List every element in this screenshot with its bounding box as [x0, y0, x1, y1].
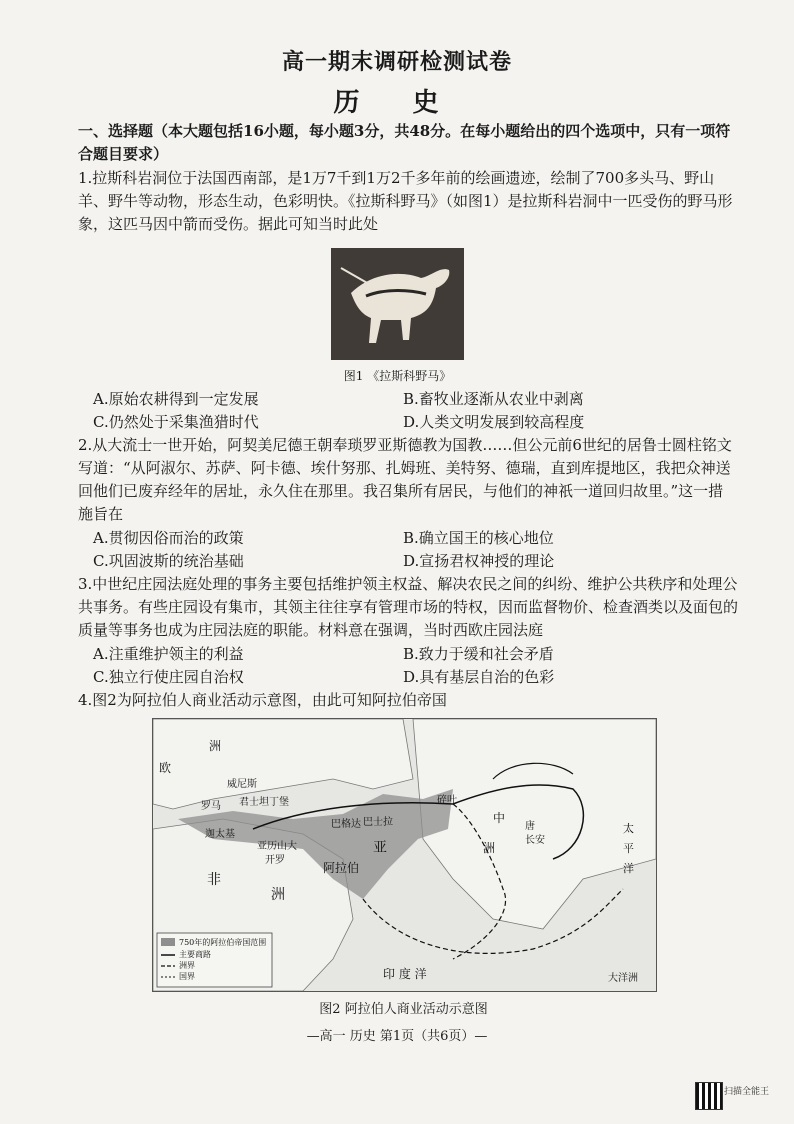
question-2-stem: 2.从大流士一世开始，阿契美尼德王朝奉琐罗亚斯德教为国教……但公元前6世纪的居鲁士圆柱铭文写道：“从阿淑尔、苏萨、阿卡德、埃什努那、扎姆班、美特努、德瑞，直到库提地区，我把众神送回他们已废弃经年的居址，永久住在那里。我召集所有居民，与他们的神祇一道回归故里。”这一措施旨在 [78, 436, 732, 523]
map-label-zhou3: 洲 [483, 841, 496, 855]
question-1-stem: 1.拉斯科岩洞位于法国西南部，是1万7千到1万2千多年前的绘画遗迹，绘制了700多头马、野山羊、野牛等动物，形态生动，色彩明快。《拉斯科野马》（如图1）是拉斯科岩洞中一匹受伤的野马形象，这匹马因中箭而受伤。据此可知当时此处 [78, 169, 733, 233]
question-3-stem: 3.中世纪庄园法庭处理的事务主要包括维护领主权益、解决农民之间的纠纷、维护公共秩序和处理公共事务。有些庄园设有集市，其领主往往享有管理市场的特权，因而监督物价、检查酒类以及面包的质量等事务也成为庄园法庭的职能。材料意在强调，当时西欧庄园法庭 [78, 575, 739, 639]
lascaux-horse-image [331, 248, 464, 360]
q2-option-c: C.巩固波斯的统治基础 [93, 552, 244, 570]
figure-1-caption: 图1 《拉斯科野马》 [343, 369, 452, 383]
exam-title: 高一期末调研检测试卷 [281, 49, 512, 75]
map-label-tang: 唐 [525, 821, 535, 832]
map-label-indian-ocean: 印 度 洋 [383, 967, 427, 981]
legend-border: 国界 [179, 972, 195, 981]
map-label-arabia: 阿拉伯 [323, 861, 360, 875]
q1-option-c: C.仍然处于采集渔猎时代 [93, 413, 259, 431]
q3-option-b: B.致力于缓和社会矛盾 [403, 645, 554, 663]
scanner-watermark: 扫描全能王 [724, 1087, 770, 1097]
map-label-basra: 巴士拉 [363, 817, 393, 828]
qr-code-icon [695, 1082, 723, 1110]
map-label-changan: 长安 [525, 835, 545, 846]
figure-2-caption: 图2 阿拉伯人商业活动示意图 [319, 1002, 488, 1017]
map-label-europe: 欧 [159, 761, 172, 775]
map-label-venice: 威尼斯 [227, 779, 257, 790]
q3-option-a: A.注重维护领主的利益 [93, 645, 244, 663]
map-label-constantinople: 君士坦丁堡 [239, 797, 289, 808]
section-heading: 一、选择题（本大题包括16小题，每小题3分，共48分。在每小题给出的四个选项中，只有一项符合题目要求） [78, 122, 731, 163]
map-label-asia: 亚 [373, 840, 387, 856]
map-label-alexandria: 亚历山大 [257, 841, 297, 852]
map-label-africa: 非 [207, 872, 221, 888]
q1-option-b: B.畜牧业逐渐从农业中剥离 [403, 390, 584, 408]
q1-option-a: A.原始农耕得到一定发展 [93, 390, 259, 408]
map-label-china: 中 [493, 811, 506, 825]
map-label-cairo: 开罗 [265, 855, 285, 866]
q3-option-d: D.具有基层自治的色彩 [403, 668, 555, 686]
map-label-zhou1: 洲 [209, 739, 222, 753]
subject-title: 历 史 [333, 88, 461, 118]
q1-option-d: D.人类文明发展到较高程度 [403, 413, 585, 431]
legend-road: 主要商路 [179, 950, 211, 959]
map-label-oceania: 大洋洲 [608, 973, 638, 984]
question-4-stem: 4.图2为阿拉伯人商业活动示意图，由此可知阿拉伯帝国 [78, 691, 447, 709]
q3-option-c: C.独立行使庄园自治权 [93, 668, 244, 686]
q2-option-d: D.宣扬君权神授的理论 [403, 552, 555, 570]
legend-continent: 洲界 [179, 961, 195, 970]
arab-trade-map [152, 718, 657, 992]
map-label-suyab: 碎叶 [437, 795, 457, 806]
q2-option-a: A.贯彻因俗而治的政策 [93, 529, 244, 547]
map-label-pacific: 太平洋 [623, 822, 634, 875]
map-label-rome: 罗马 [201, 801, 221, 812]
legend-empire: 750年的阿拉伯帝国范围 [179, 938, 267, 947]
map-label-zhou2: 洲 [271, 887, 285, 903]
map-label-baghdad: 巴格达 [331, 819, 361, 830]
page-footer: —高一 历史 第1页（共6页）— [306, 1029, 488, 1044]
q2-option-b: B.确立国王的核心地位 [403, 529, 554, 547]
map-label-carthage: 迦太基 [205, 829, 235, 840]
